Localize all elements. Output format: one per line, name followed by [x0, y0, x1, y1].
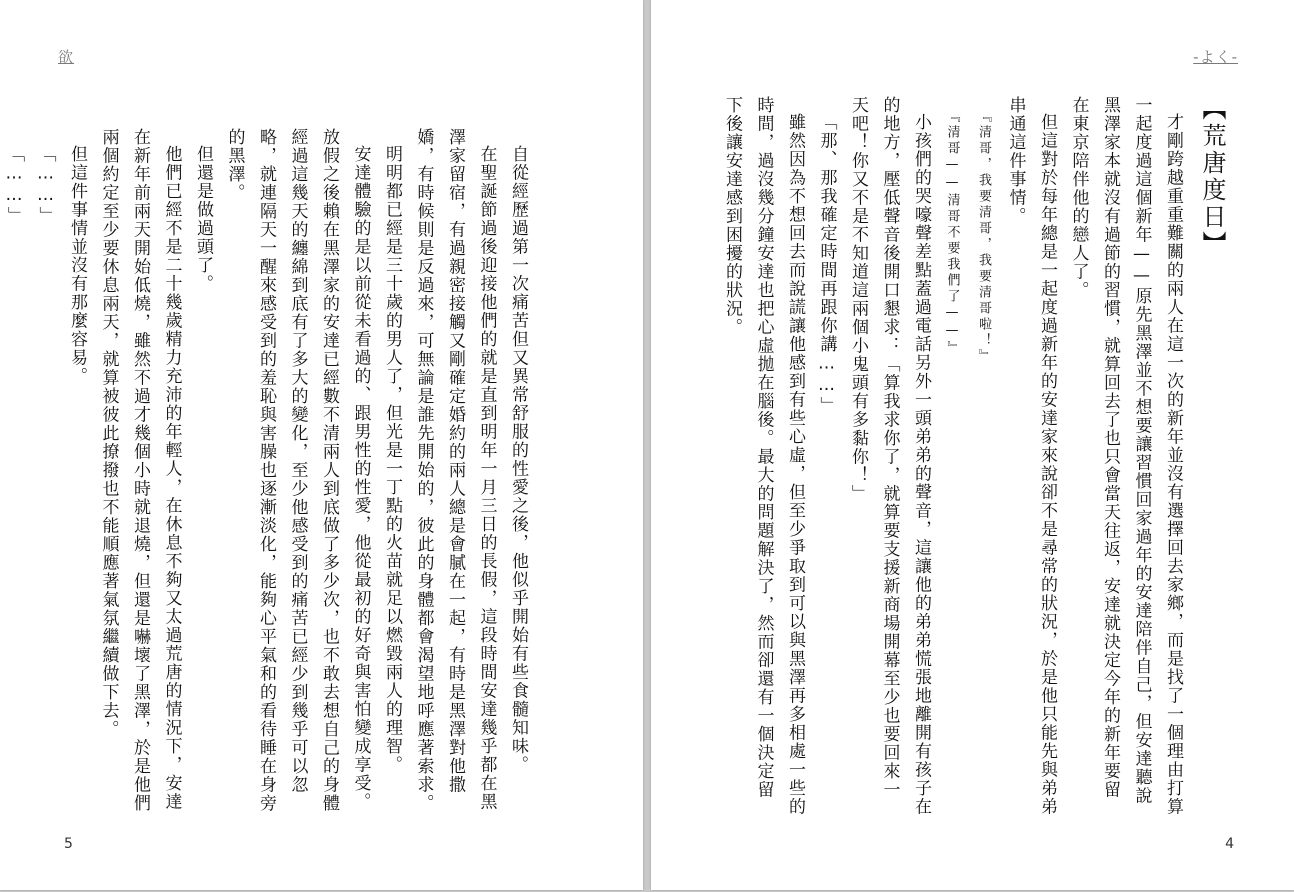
paragraph: 在聖誕節過後迎接他們的就是直到明年一月三日的長假，這段時間安達幾乎都在黑澤家留宿，有過親密接觸又剛確定婚約的兩人總是會膩在一起，有時是黑澤對他撒嬌，有時候則是反過來，可無論是誰先開始的，彼此的身體都會渴望地呼應著索求。: [413, 128, 497, 813]
paragraph: 自從經歷過第一次痛苦但又異常舒服的性愛之後，他似乎開始有些食髓知味。: [508, 145, 528, 774]
right-page: [651, 0, 1294, 890]
right-page-header: -よく-: [1193, 48, 1238, 66]
phone-dialogue-line: 『清哥，我要清哥，我要清哥啦！』: [976, 109, 991, 365]
left-page-number: 5: [64, 836, 73, 852]
dialogue-line: 「……」: [35, 145, 56, 225]
paragraph: 小孩們的哭嚎聲差點蓋過電話另外一頭弟弟的聲音，這讓他的弟弟慌張地離開有孩子在的地方，壓低聲音後開口懇求：「算我求你了，就算要支援新商場開幕至少也要回來一天吧！你又不是不知道這兩個小鬼頭有多黏你！」: [848, 96, 931, 816]
paragraph: 才剛跨越重重難關的兩人在這一次的新年並沒有選擇回去家鄉，而是找了一個理由打算一起度過這個新年——原先黑澤並不想要讓習慣回家過年的安達陪伴自己，但安達聽說黑澤家本就沒有過節的習慣，就算回去了也只會當天往返，安達就決定今年的新年要留在東京陪伴他的戀人了。: [1068, 96, 1183, 816]
left-page-header: 欲: [58, 48, 75, 66]
right-page-body: [712, 96, 1232, 816]
left-page: [0, 0, 643, 890]
paragraph: 安達體驗的是以前從未看過的、跟男性的性愛，他從最初的好奇與害怕變成享受。放假之後賴在黑澤家的安達已經數不清兩人到底做了多少次，也不敢去想自己的身體經過這幾天的纏綿到底有了多大的變化，至少他感受到的痛苦已經少到幾乎可以忽略，就連隔天一醒來感受到的羞恥與害臊也逐漸淡化，能夠心平氣和的看待睡在身旁的黑澤。: [224, 128, 371, 813]
chapter-title: 【荒唐度日】: [1198, 96, 1226, 258]
paragraph: 明明都已經是三十歲的男人了，但光是一丁點的火苗就足以燃毀兩人的理智。: [382, 145, 402, 774]
dialogue-line: 「那、那我確定時間再跟你講……」: [816, 113, 837, 415]
paragraph: 但這件事情並沒有那麼容易。: [67, 145, 87, 386]
left-page-body: [4, 128, 533, 818]
paragraph: 他們已經不是二十幾歲精力充沛的年輕人，在休息不夠又太過荒唐的情況下，安達在新年前兩天開始低燒，雖然不過才幾個小時就退燒，但還是嚇壞了黑澤，於是他們兩個約定至少要休息兩天，就算被彼此撩撥也不能順應著氣氛繼續做下去。: [98, 128, 182, 813]
paragraph: 雖然因為不想回去而說謊讓他感到有些心虛，但至少爭取到可以與黑澤再多相處一些的時間，過沒幾分鐘安達也把心虛拋在腦後。最大的問題解決了，然而卻還有一個決定留下後讓安達感到困擾的狀況。: [722, 96, 805, 816]
dialogue-line: 「……」: [4, 145, 24, 225]
paragraph: 但這對於每年總是一起度過新年的安達家來說卻不是尋常的狀況，於是他只能先與弟弟串通這件事情。: [1005, 96, 1057, 816]
paragraph: 但還是做過頭了。: [193, 145, 213, 293]
phone-dialogue-line: 『清哥——清哥不要我們了——』: [944, 109, 960, 357]
right-page-number: 4: [1225, 836, 1234, 852]
